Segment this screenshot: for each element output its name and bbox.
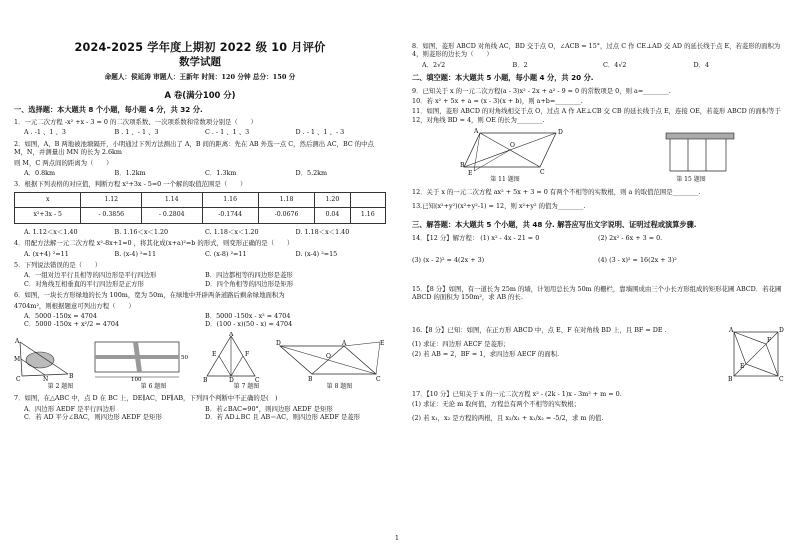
right-column: [412, 42, 784, 425]
q16-part-1: (1) 求证：四边形 AECF 是菱形；: [412, 339, 510, 348]
q14-label: 14．【12 分】解方程：: [412, 233, 479, 242]
q16-stem: 16.【8 分】已知：如图，在正方形 ABCD 中，点 E、F 在对角线 BD 上，且 BF = DE .: [412, 325, 667, 334]
q4-option-a: A. (x+4) ²=11: [24, 249, 69, 258]
q6-stem: 6．如图，一块长方形绿地的长为 100m，宽为 50m，在绿地中开辟两条道路后剩余绿地面积为: [14, 291, 285, 300]
q7-option-b: B．若∠BAC=90°，则四边形 AEDF 是矩形: [205, 404, 333, 413]
q1-option-c: C . - 1 、1 、3: [205, 128, 250, 137]
q12-stem: 12．关于 x 的一元二次方程 ax² + 5x + 3 = 0 有两个不相等的实数根，则 a 的取值范围是________.: [412, 187, 701, 196]
line-de: [219, 356, 231, 376]
q14-part-1: (1) x² - 4x - 21 = 0: [480, 233, 540, 242]
q8-options: [422, 61, 784, 69]
q3-option-a: A. 1.12＜x＜1.40: [24, 227, 78, 236]
table-cell: 1.16: [350, 208, 385, 223]
figure-q16: [728, 326, 784, 382]
q14-part-2: (2) 2x² - 6x + 3 = 0.: [598, 233, 663, 242]
q5-option-b: B．四边都相等的四边形是菱形: [205, 271, 293, 280]
caption-q11: 第 11 题图: [490, 176, 520, 184]
label-b: B: [69, 372, 74, 380]
q3-value-table: [14, 192, 386, 224]
label-e: E: [468, 170, 473, 176]
label-c: C: [779, 375, 784, 382]
q2-option-d: D．5.2km: [295, 169, 328, 178]
q5-option-d: D．四个角相等的四边形是矩形: [205, 279, 294, 288]
q5-option-a: A．一组对边平行且相等的四边形是平行四边形: [24, 271, 157, 280]
caption-q15: 第 15 题图: [676, 176, 706, 184]
section-a-heading: A 卷(满分100 分): [164, 90, 236, 101]
q7-option-d: D．若 AD⊥BC 且 AB＝AC，则四边形 AEDF 是菱形: [205, 412, 361, 421]
exam-meta: 命题人：侯延涛 审题人：王新年 时间：120 分钟 总分：150 分: [104, 72, 296, 81]
q4-option-d: D. (x-4) ²=15: [295, 249, 338, 258]
figure-q6: [91, 338, 189, 382]
q17-part-1: (1) 求证：无论 m 取何值，方程总有两个不相等的实数根；: [412, 399, 581, 408]
table-cell: -0.0676: [258, 208, 314, 223]
q9-stem: 9．已知关于 x 的一元二次方程(a - 3)x² - 2x + a² - 9 = 0 的常数项是 0，则 a=________.: [412, 86, 671, 95]
caption-q7: 第 7 题图: [233, 382, 260, 390]
label-e: E: [740, 362, 745, 370]
label-d: D: [229, 376, 235, 382]
label-e: E: [212, 350, 217, 358]
label-d: D: [558, 129, 563, 137]
line-df: [231, 356, 243, 376]
table-cell: 0.04: [315, 208, 350, 223]
q10-stem: 10．若 x² + 5x + a = (x - 3)(x + b)，则 a+b=________.: [412, 97, 583, 106]
label-f: F: [245, 350, 250, 358]
figure-captions-left: [14, 383, 386, 391]
q5-options: [24, 271, 386, 288]
table-cell: 1.20: [315, 192, 350, 207]
table-cell: 1.16: [202, 192, 258, 207]
q4-options: [24, 250, 386, 258]
caption-q6: 第 6 题图: [140, 382, 167, 390]
table-cell: 1.14: [141, 192, 202, 207]
q2-option-a: A．0.8km: [24, 169, 56, 178]
q14-part-4: (4) (3 - x)² = 16(2x + 3)²: [598, 256, 677, 265]
label-a: A: [229, 331, 234, 338]
q8-option-a: A．2√2: [422, 60, 446, 69]
q16-text: [412, 326, 692, 382]
table-cell: -0.1744: [202, 208, 258, 223]
q15-stem: 15．【8 分】如图，有一道长为 25m 的墙，计划用总长为 50m 的栅栏，靠墙围成由三个小长方形组成的矩形花圃 ABCD．若花圃 ABCD 的面积为 150m²，求 AB 的长.: [412, 284, 782, 302]
table-cell: x²+3x - 5: [15, 208, 81, 223]
q2-options: [24, 169, 386, 177]
q3-option-c: C. 1.18＜x＜1.20: [205, 227, 259, 236]
left-column: [14, 40, 386, 424]
caption-q2: 第 2 题图: [47, 382, 74, 390]
table-cell: 1.12: [81, 192, 142, 207]
label-d: D: [779, 326, 784, 334]
q1-option-d: D . - 1 、1 、- 3: [295, 128, 345, 137]
q14-stem: [412, 234, 598, 242]
part3-heading: 三、解答题：本大题共 5 个小题，共 48 分. 解答应写出文字说明、证明过程或演算步骤.: [412, 220, 697, 230]
q2-stem-2: 则 M，C 两点间的距离为（ ）: [14, 158, 113, 167]
q13-stem: 13.已知(x²+y²)(x²+y²-1) = 12，则 x²+y² 的值为________.: [412, 202, 586, 211]
page-number: 1: [394, 534, 400, 542]
q17-stem: 17．【10 分】已知关于 x 的一元二次方程 x² - (2k - 1)x - 3m² + m = 0.: [412, 389, 622, 398]
q4-option-c: C. (x-8) ²=11: [205, 249, 247, 258]
exam-title: 2024-2025 学年度上期初 2022 级 10 月评价: [74, 41, 326, 54]
label-a: A: [729, 326, 734, 334]
q1-stem: 1．一元二次方程 -x² +x - 3 = 0 的二次项系数、一次项系数和常数项分别是（ ）: [14, 118, 257, 127]
label-b: B: [203, 376, 208, 382]
figure-captions-right: [412, 176, 784, 184]
q8-option-c: C．4√2: [603, 60, 627, 69]
q6-option-d: D．(100 - x)(50 - x) = 4704: [205, 320, 293, 329]
figure-q15: [664, 129, 736, 175]
label-c: C: [16, 375, 21, 382]
caption-q8: 第 8 题图: [326, 382, 353, 390]
q8-stem: 8．如图，菱形 ABCD 对角线 AC，BD 交于点 O，∠ACB = 15°，过点 C 作 CE⊥AD 交 AD 的延长线于点 E，若菱形的面积为 4，则菱形的边长为（ ）: [412, 42, 781, 59]
label-d: D: [275, 339, 281, 347]
q7-option-a: A．四边形 AEDF 是平行四边形: [24, 404, 116, 413]
q7-stem: 7．如图，在△ABC 中，点 D 在 BC 上，DE∥AC，DF∥AB，下列四个判断中不正确的是( ): [14, 394, 278, 403]
q3-stem: 3．根据下列表格的对应值，判断方程 x²+3x - 5=0 一个解的取值范围是（ ）: [14, 180, 247, 189]
line-de: [344, 342, 380, 346]
label-f: F: [767, 336, 772, 344]
figures-row-right: [412, 127, 784, 175]
q6-options: [24, 312, 386, 329]
label-a: A: [474, 128, 479, 136]
table-cell: - 0.3856: [81, 208, 142, 223]
label-100: 100: [130, 376, 142, 382]
label-n: N: [43, 375, 49, 382]
q16-part-2: (2) 若 AB = 2，BF = 1，求四边形 AECF 的面积.: [412, 350, 560, 359]
q1-options: [24, 128, 386, 136]
q3-option-b: B. 1.16＜x＜1.20: [114, 227, 169, 236]
q7-options: [24, 405, 386, 422]
table-cell: - 0.2804: [141, 208, 202, 223]
q6-stem-2: 4704m²，则根据题意可列出方程（ ）: [14, 301, 135, 310]
q6-option-b: B．5000 -150x - x² = 4704: [205, 311, 291, 320]
table-row: [15, 192, 386, 207]
figure-q7: [203, 332, 261, 382]
wall: [666, 133, 734, 139]
label-o: O: [325, 352, 331, 360]
q8-option-d: D．4: [693, 60, 710, 69]
label-m: M: [14, 355, 21, 363]
label-e: E: [379, 339, 385, 347]
q4-stem: 4．用配方法解一元二次方程 x²-8x+1=0 ，将其化成(x+a)²=b 的形式，则变形正确的是（ ）: [14, 239, 294, 248]
q6-option-a: A．5000 -150x = 4704: [24, 311, 97, 320]
q5-option-c: C．对角线互相垂直的平行四边形是正方形: [24, 279, 144, 288]
q4-option-b: B. (x-4) ²=11: [114, 249, 157, 258]
label-50: 50: [180, 354, 188, 361]
part1-heading: 一、选择题：本大题共 8 个小题，每小题 4 分，共 32 分.: [14, 104, 203, 114]
part2-heading: 二、填空题：本大题共 5 小题，每小题 4 分，共 20 分.: [412, 73, 594, 83]
q2-stem: 2．如图，A，B 两地被池塘隔开，小明通过下列方法测出了 A，B 间的距离：先在 AB 外选一点 C，然后测出 AC，BC 的中点 M，N，并测量出 MN 的长为 2.6km: [14, 139, 374, 157]
q3-options: [24, 228, 386, 236]
q5-stem: 5．下列说法错误的是（ ）: [14, 260, 102, 269]
q2-option-c: C．1.3km: [205, 169, 237, 178]
label-b: B: [307, 375, 313, 382]
figure-q8: [276, 338, 386, 382]
q16-block: [412, 326, 784, 382]
q14-row-1: [412, 234, 784, 242]
figure-q2: [14, 338, 76, 382]
q1-option-b: B . 1 、- 1 、3: [114, 128, 159, 137]
table-cell: x: [15, 192, 81, 207]
label-b: B: [728, 375, 733, 382]
table-cell: 1.18: [258, 192, 314, 207]
pond-shape: [26, 352, 54, 368]
figure-q11: [460, 127, 568, 175]
label-o: O: [510, 142, 515, 150]
table-row: [15, 208, 386, 223]
label-b: B: [460, 162, 465, 170]
q6-option-c: C．5000 -150x + x²/2 = 4704: [24, 320, 120, 329]
label-c: C: [375, 375, 381, 382]
exam-subtitle: 数学试题: [179, 56, 221, 69]
q17-part-2: (2) 若 x₁，x₂ 是方程的两根，且 x₂/x₁ + x₁/x₂ = -5/2，求 m 的值.: [412, 414, 604, 423]
q1-option-a: A . -1 、1 、3: [24, 128, 66, 137]
label-a: A: [15, 337, 20, 345]
q14-row-2: [412, 256, 784, 264]
diagonal-bd: [312, 346, 344, 374]
figures-row-left: [14, 332, 386, 382]
q7-option-c: C．若 AD 平分∠BAC，则四边形 AEDF 是矩形: [24, 412, 162, 421]
label-c: C: [255, 376, 260, 382]
label-a: A: [341, 339, 347, 347]
q8-option-b: B．2: [512, 60, 528, 69]
q2-option-b: B．1.2km: [114, 169, 146, 178]
table-cell: [350, 192, 385, 207]
line-oe: [474, 150, 510, 171]
q3-option-d: D. 1.18＜x＜1.40: [295, 227, 350, 236]
q11-stem: 11．如图，菱形 ABCD 的对角线相交于点 O，过点 A 作 AE⊥CB 交 CB 的延长线于点 E，连接 OE，若菱形 ABCD 的面积等于 12，对角线 BD = 4，则 OE 的长为________.: [412, 107, 781, 124]
label-c: C: [540, 169, 545, 176]
q14-part-3: (3) (x - 2)² = 4(2x + 3): [412, 256, 485, 265]
